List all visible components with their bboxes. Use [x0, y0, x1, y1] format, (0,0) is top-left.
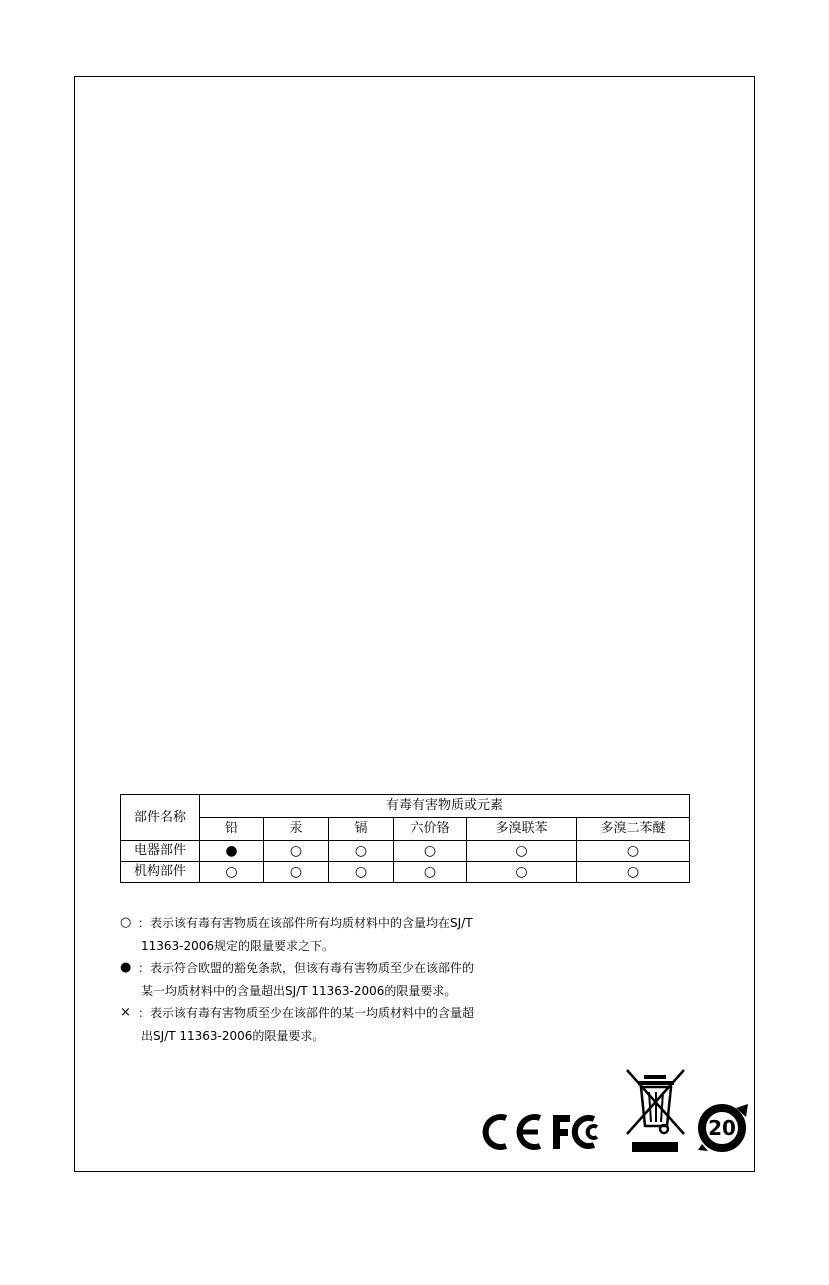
certification-logos: [478, 1068, 758, 1158]
filled-circle-symbol: ●: [120, 960, 132, 975]
table-row: [121, 841, 690, 862]
mark-cell: ○: [394, 841, 467, 862]
note-dot: [120, 957, 590, 1002]
note-cross: [120, 1002, 590, 1047]
epup-20-icon: [694, 1100, 754, 1154]
substance-chromium: 六价铬: [394, 818, 467, 841]
cross-symbol: ×: [120, 1005, 131, 1020]
note-line: 某一均质材料中的含量超出SJ/T 11363-2006的限量要求。: [141, 983, 457, 998]
ce-mark-icon: [478, 1112, 544, 1152]
mark-cell: ○: [577, 841, 690, 862]
mark-cell: ○: [329, 841, 394, 862]
substance-pbb: 多溴联苯: [467, 818, 577, 841]
substance-pbde: 多溴二苯醚: [577, 818, 690, 841]
mark-cell: ○: [329, 862, 394, 883]
substance-lead: 铅: [200, 818, 264, 841]
note-line: 出SJ/T 11363-2006的限量要求。: [141, 1028, 325, 1043]
open-circle-symbol: ○: [120, 915, 132, 930]
legend-notes: [120, 912, 590, 1047]
mark-cell: ○: [467, 862, 577, 883]
mark-cell: ○: [264, 862, 329, 883]
note-line: ：表示该有毒有害物质在该部件所有均质材料中的含量均在SJ/T: [138, 916, 473, 930]
note-line: 11363-2006规定的限量要求之下。: [141, 938, 335, 953]
mark-cell: ○: [200, 862, 264, 883]
fcc-mark-icon: [550, 1112, 606, 1152]
mark-cell: ○: [394, 862, 467, 883]
row-part-name: 电器部件: [121, 841, 200, 862]
mark-cell: ○: [264, 841, 329, 862]
substances-header: 有毒有害物质或元素: [200, 795, 690, 818]
note-line: ：表示符合欧盟的豁免条款，但该有毒有害物质至少在该部件的: [138, 961, 475, 975]
row-part-name: 机构部件: [121, 862, 200, 883]
note-circle: [120, 912, 590, 957]
weee-bin-icon: [624, 1068, 688, 1154]
table-row: [121, 862, 690, 883]
hazardous-substances-table: [120, 794, 690, 883]
part-name-header: 部件名称: [121, 795, 200, 841]
substance-mercury: 汞: [264, 818, 329, 841]
mark-cell: ○: [467, 841, 577, 862]
mark-cell: ●: [200, 841, 264, 862]
note-line: ：表示该有毒有害物质至少在该部件的某一均质材料中的含量超: [138, 1006, 475, 1020]
epup-years-text: 20: [708, 1116, 736, 1140]
substance-cadmium: 镉: [329, 818, 394, 841]
mark-cell: ○: [577, 862, 690, 883]
